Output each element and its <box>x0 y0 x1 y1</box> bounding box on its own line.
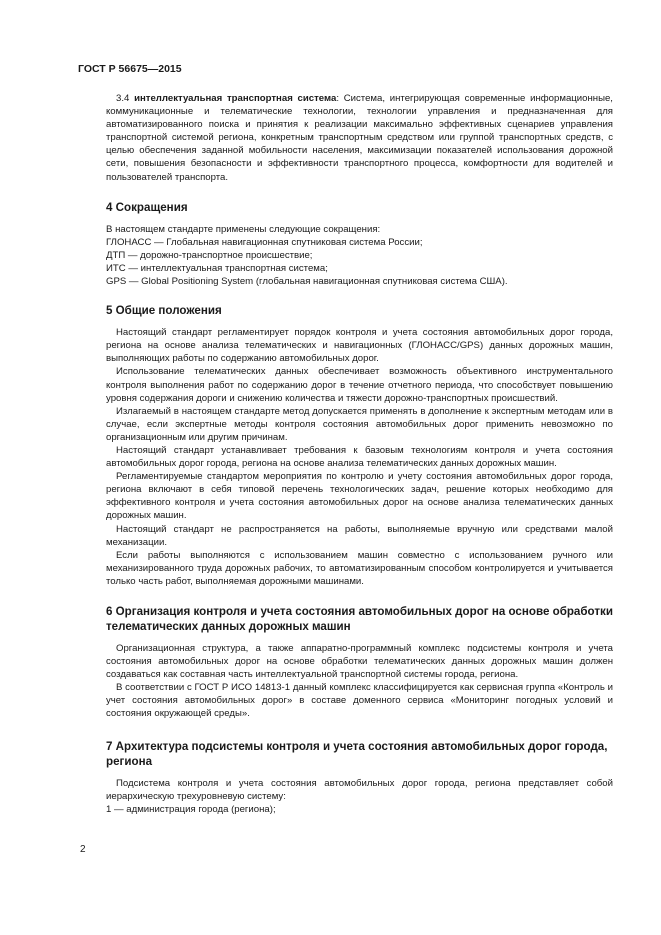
paragraph: Излагаемый в настоящем стандарте метод допускается применять в дополнение к экспертным методам или в случае, если экспертные методы контроля состояния автомобильных дорог применить невозможно по организационным или другим причинам. <box>106 405 613 443</box>
paragraph: Настоящий стандарт устанавливает требования к базовым технологиям контроля и учета состояния автомобильных дорог города, региона на основе анализа телематических данных дорожных машин. <box>106 444 613 470</box>
definition-term: интеллектуальная транспортная система <box>134 93 337 104</box>
abbr-line: ГЛОНАСС — Глобальная навигационная спутниковая система России; <box>106 236 423 248</box>
paragraph: Подсистема контроля и учета состояния автомобильных дорог города, региона представляет собой иерархическую трехуровневую систему: <box>106 777 613 802</box>
section-7-title: 7 Архитектура подсистемы контроля и учета состояния автомобильных дорог города, региона <box>106 739 608 768</box>
paragraph: Организационная структура, а также аппаратно-программный комплекс подсистемы контроля и учета состояния автомобильных дорог на основе обработки телематических данных дорожных машин должен создаваться как составная часть интеллектуальной транспортной системы города, региона. <box>106 643 613 681</box>
paragraph: Регламентируемые стандартом мероприятия по контролю и учету состояния автомобильных дорог города, региона включают в себя типовой перечень технологических задач, решение которых необходимо для эффективного контроля и учета состояния автомобильных дорог на основе анализа телематических данных дорожных машин. <box>106 471 613 522</box>
paragraph: Настоящий стандарт регламентирует порядок контроля и учета состояния автомобильных дорог города, региона на основе анализа телематических и навигационных (ГЛОНАСС/GPS) данных дорожных машин, выполняющих работы по содержанию автомобильных дорог. <box>106 327 613 365</box>
definition-text: : Система, интегрирующая современные информационные, коммуникационные и телематические технологии, технологии управления и предназначенная для автоматизированного поиска и принятия к реализации максимально эффективных сценариев управления транспортной системой региона, конкретным транспортным средством или группой транспортных средств, с целью обеспечения заданной мобильности населения, максимизации показателей использования дорожной сети, повышения безопасности и эффективности транспортного процесса, комфортности для водителей и пользователей транспорта. <box>106 93 613 183</box>
paragraph: Если работы выполняются с использованием машин совместно с использованием ручного или механизированного труда дорожных рабочих, то автоматизированным способом контролируется и учитывается только часть работ, выполняемая дорожными машинами. <box>106 549 613 587</box>
section-4-title: 4 Сокращения <box>106 200 188 214</box>
paragraph: В соответствии с ГОСТ Р ИСО 14813-1 данный комплекс классифицируется как сервисная группа «Контроль и учет состояния автомобильных дорог» в составе доменного сервиса «Мониторинг погодных условий и состояния окружающей среды». <box>106 682 613 720</box>
abbr-line: ДТП — дорожно-транспортное происшествие; <box>106 249 313 261</box>
document-header: ГОСТ Р 56675—2015 <box>78 63 182 75</box>
hierarchy-level: 1 — администрация города (региона); <box>106 803 276 815</box>
page-number: 2 <box>80 844 86 855</box>
paragraph: Использование телематических данных обеспечивает возможность объективного инструментального контроля выполнения работ по содержанию дорог в течение отчетного периода, что способствует повышению уровня содержания дороги и снижению количества и тяжести дорожно-транспортных происшествий. <box>106 366 613 404</box>
document-body <box>106 92 613 816</box>
abbr-line: GPS — Global Positioning System (глобальная навигационная спутниковая система США). <box>106 276 508 288</box>
paragraph: Настоящий стандарт не распространяется на работы, выполняемые вручную или средствами малой механизации. <box>106 523 613 548</box>
definition-number: 3.4 <box>116 93 135 104</box>
section-6-title: 6 Организация контроля и учета состояния автомобильных дорог на основе обработки телематических данных дорожных машин <box>106 605 613 633</box>
definition-3-4 <box>106 92 613 184</box>
section-5-title: 5 Общие положения <box>106 304 222 318</box>
abbr-line: В настоящем стандарте применены следующие сокращения: <box>106 223 381 235</box>
abbr-line: ИТС — интеллектуальная транспортная система; <box>106 262 328 274</box>
